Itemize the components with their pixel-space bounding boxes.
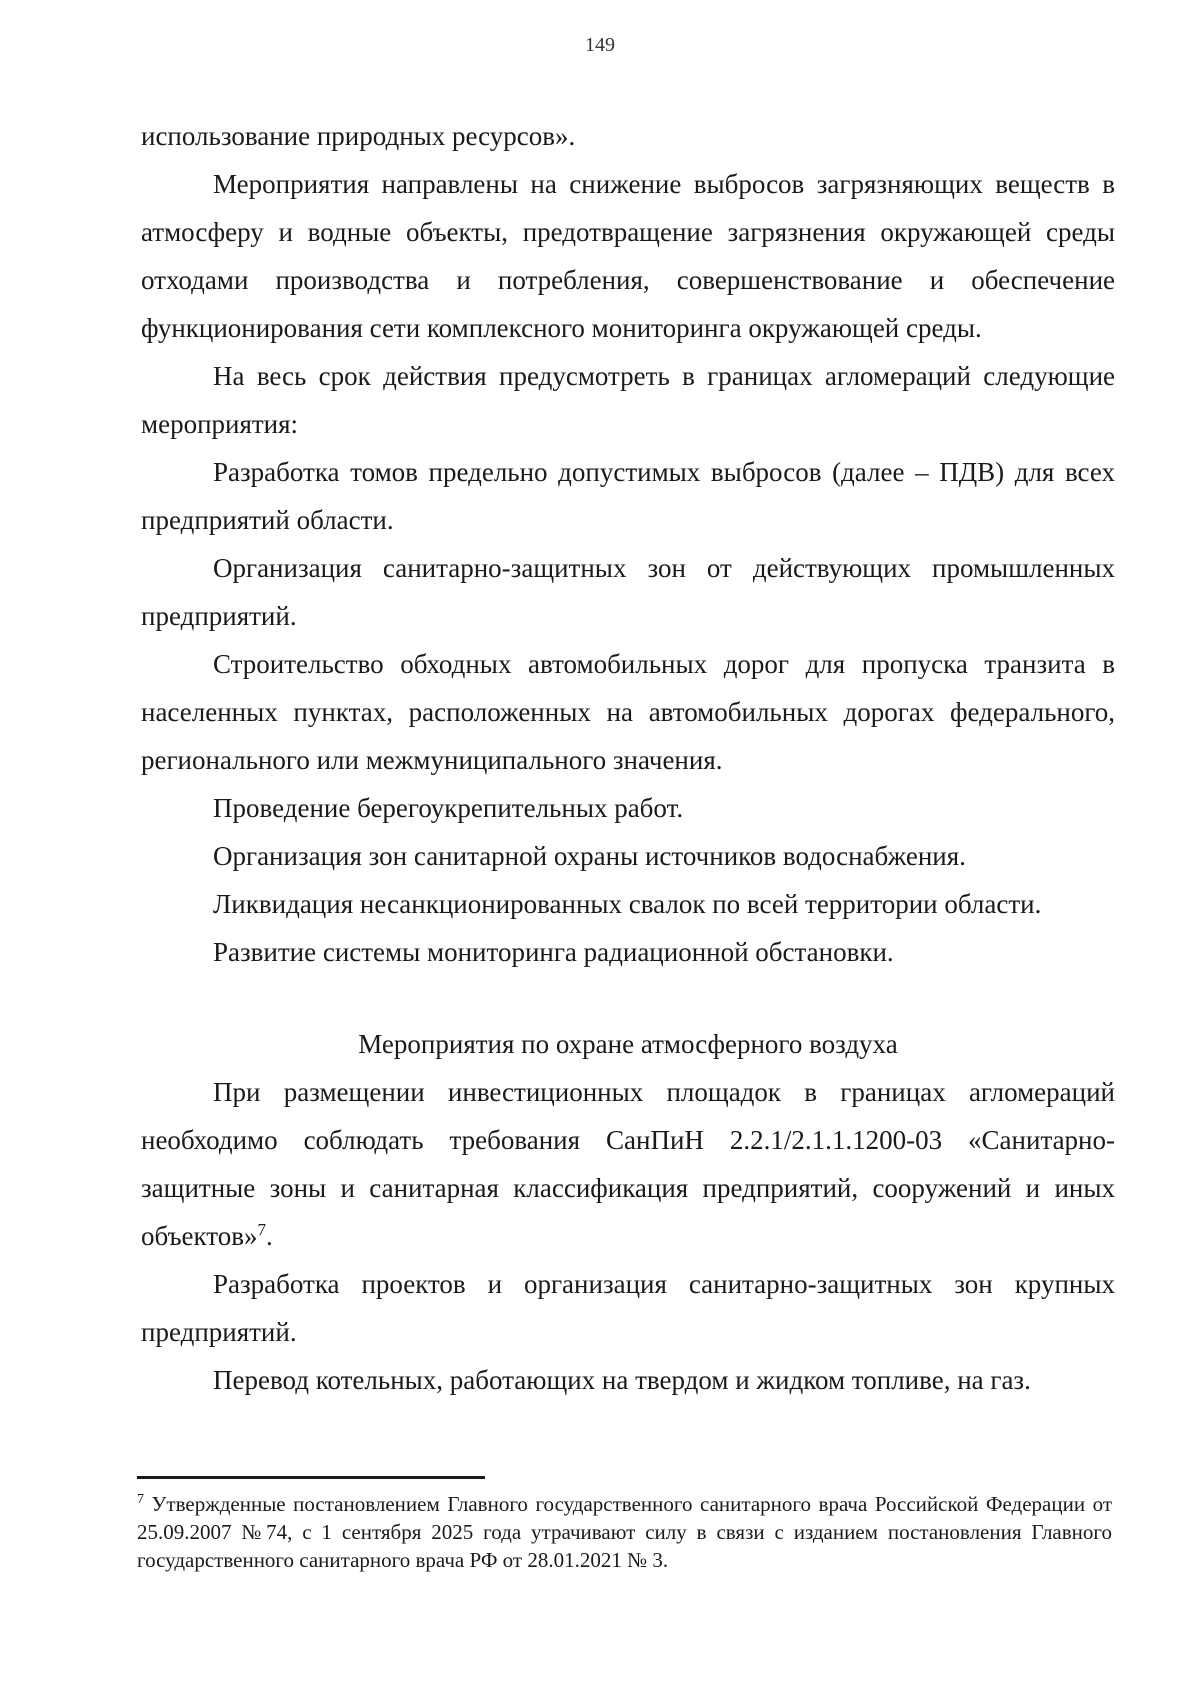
paragraph: Разработка томов предельно допустимых выбросов (далее – ПДВ) для всех предприятий области. xyxy=(141,457,1115,535)
paragraph: Строительство обходных автомобильных дорог для пропуска транзита в населенных пунктах, расположенных на автомобильных дорогах федерального, регионального или межмуниципального значения. xyxy=(141,649,1115,775)
paragraph: Организация зон санитарной охраны источников водоснабжения. xyxy=(213,841,966,871)
page-number: 149 xyxy=(585,34,615,56)
paragraph: Проведение берегоукрепительных работ. xyxy=(213,793,684,823)
paragraph: использование природных ресурсов». xyxy=(141,121,576,151)
paragraph: Организация санитарно-защитных зон от действующих промышленных предприятий. xyxy=(141,553,1115,631)
document-body xyxy=(141,112,1115,1404)
footnote xyxy=(137,1490,1112,1574)
paragraph-end: . xyxy=(265,1221,273,1251)
section-heading: Мероприятия по охране атмосферного воздуха xyxy=(358,1029,898,1059)
footnote-marker: 7 xyxy=(137,1492,144,1507)
paragraph: Перевод котельных, работающих на твердом и жидком топливе, на газ. xyxy=(213,1365,1031,1395)
footnote-text: Утвержденные постановлением Главного государственного санитарного врача Российской Федерации от 25.09.2007 №74, с 1 сентября 2025 года утрачивают силу в связи с изданием постановления Главного государственного санитарного врача РФ от 28.01.2021 № 3. xyxy=(137,1492,1113,1572)
paragraph: Ликвидация несанкционированных свалок по всей территории области. xyxy=(213,889,1042,919)
footnote-separator xyxy=(137,1476,485,1479)
paragraph: Развитие системы мониторинга радиационной обстановки. xyxy=(213,937,894,967)
paragraph xyxy=(141,1068,1115,1260)
paragraph: На весь срок действия предусмотреть в границах агломераций следующие мероприятия: xyxy=(141,361,1115,439)
paragraph: Разработка проектов и организация санитарно-защитных зон крупных предприятий. xyxy=(141,1269,1115,1347)
paragraph-text: При размещении инвестиционных площадок в границах агломераций необходимо соблюдать требования СанПиН 2.2.1/2.1.1.1200-03 «Санитарно-защитные зоны и санитарная классификация предприятий, сооружений и иных объектов» xyxy=(141,1077,1115,1251)
paragraph: Мероприятия направлены на снижение выбросов загрязняющих веществ в атмосферу и водные объекты, предотвращение загрязнения окружающей среды отходами производства и потребления, совершенствование и обеспечение функционирования сети комплексного мониторинга окружающей среды. xyxy=(141,169,1115,343)
footnote-reference: 7 xyxy=(257,1220,266,1239)
